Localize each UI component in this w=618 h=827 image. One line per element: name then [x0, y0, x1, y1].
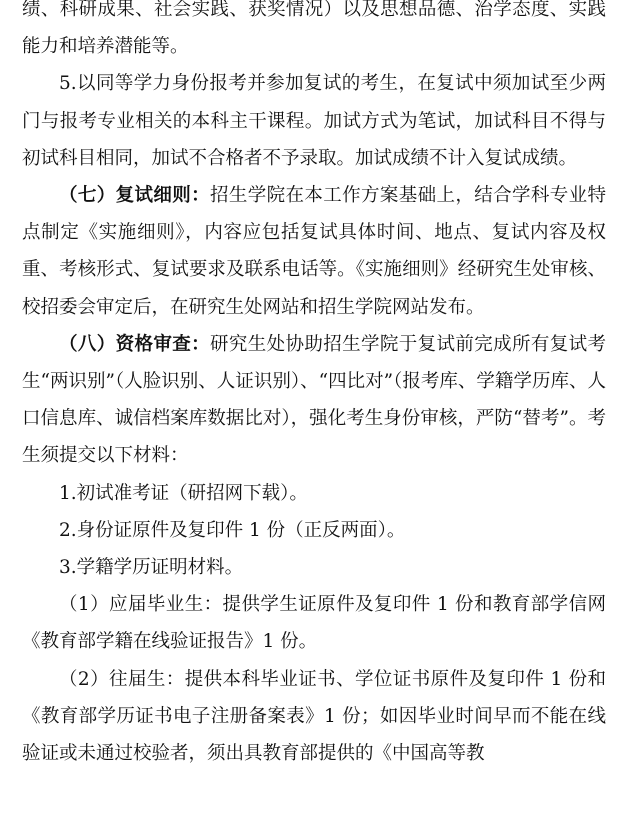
list-item-id-card — [22, 512, 606, 549]
sub-item-past-graduates — [22, 661, 606, 773]
paragraph-text: 研究生处协助招生学院于复试前完成所有复试考生“两识别”（人脸识别、人证识别）、“四比对”（报考库、学籍学历库、人口信息库、诚信档案库数据比对），强化考生身份审核，严防“替考”。考生须提交以下材料： — [22, 333, 606, 467]
paragraph-text: 1.初试准考证（研招网下载）。 — [59, 482, 308, 504]
paragraph-equivalent-education — [22, 65, 606, 177]
section-heading: （七）复试细则： — [59, 185, 210, 207]
list-item-academic-proof — [22, 549, 606, 586]
paragraph-text: 5.以同等学力身份报考并参加复试的考生，在复试中须加试至少两门与报考专业相关的本科主干课程。加试方式为笔试，加试科目不得与初试科目相同，加试不合格者不予录取。加试成绩不计入复试成绩。 — [22, 73, 606, 169]
list-item-admission-ticket — [22, 475, 606, 512]
sub-item-fresh-graduates — [22, 586, 606, 660]
paragraph-text: 绩、科研成果、社会实践、获奖情况）以及思想品德、治学态度、实践能力和培养潜能等。 — [22, 0, 606, 58]
paragraph-continuation — [22, 0, 606, 65]
paragraph-qualification-review — [22, 326, 606, 475]
paragraph-text: （1）应届毕业生：提供学生证原件及复印件 1 份和教育部学信网《教育部学籍在线验证报告》1 份。 — [22, 594, 606, 653]
paragraph-text: 2.身份证原件及复印件 1 份（正反两面）。 — [59, 519, 406, 541]
paragraph-text: 3.学籍学历证明材料。 — [59, 557, 244, 579]
paragraph-text: （2）往届生：提供本科毕业证书、学位证书原件及复印件 1 份和《教育部学历证书电子注册备案表》1 份；如因毕业时间早而不能在线验证或未通过校验者，须出具教育部提供的《中国高等教 — [22, 668, 606, 765]
section-heading: （八）资格审查： — [59, 333, 210, 355]
paragraph-retest-rules — [22, 177, 606, 326]
paragraph-text: 招生学院在本工作方案基础上，结合学科专业特点制定《实施细则》，内容应包括复试具体时间、地点、复试内容及权重、考核形式、复试要求及联系电话等。《实施细则》经研究生处审核、校招委会审定后，在研究生处网站和招生学院网站发布。 — [22, 185, 606, 318]
